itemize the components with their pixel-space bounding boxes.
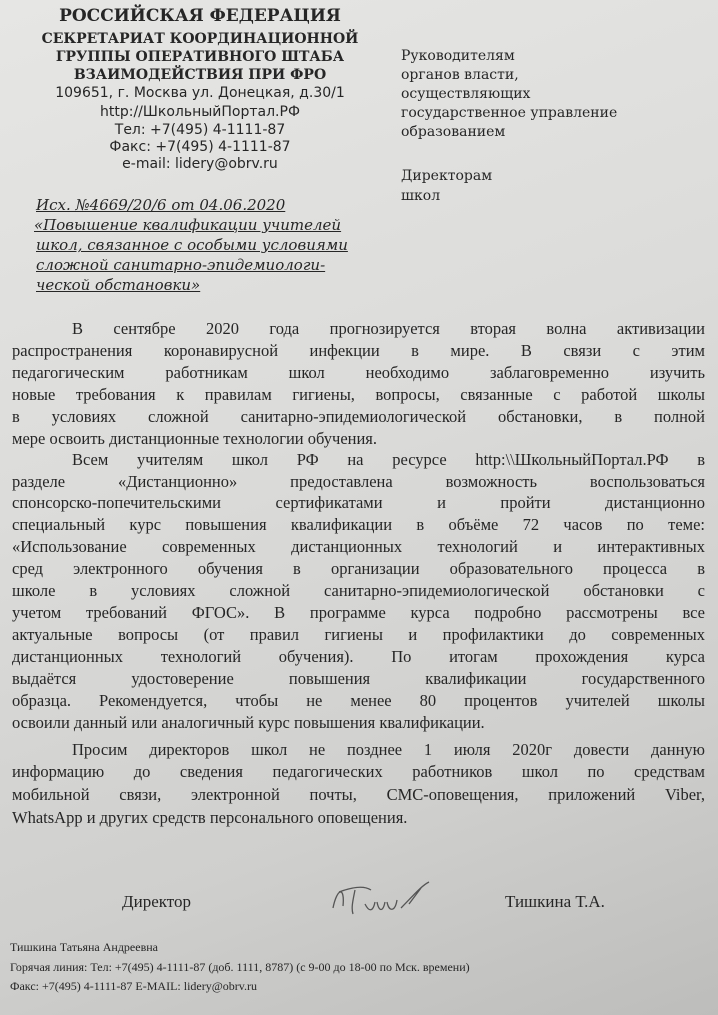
text-line: образца. Рекомендуется, чтобы не менее 80 процентов учителей школы (12, 691, 705, 710)
text-line: Просим директоров школ не позднее 1 июля 2020г довести данную (72, 740, 705, 759)
text-line: информацию до сведения педагогических работников школ по средствам (12, 762, 705, 781)
text-line: В сентябре 2020 года прогнозируется вторая волна активизации (72, 319, 705, 338)
text-line: новые требования к правилам гигиены, вопросы, связанные с работой школы (12, 385, 705, 404)
letterhead-org-line: СЕКРЕТАРИАТ КООРДИНАЦИОННОЙ (41, 31, 359, 47)
text-line: сред электронного обучения в организации образовательного процесса в (12, 559, 705, 578)
letterhead-country: РОССИЙСКАЯ ФЕДЕРАЦИЯ (59, 6, 341, 26)
text-line: в условиях сложной санитарно-эпидемиологической обстановки, в полной (12, 407, 705, 426)
text-line: мобильной связи, электронной почты, СМС-оповещения, приложений Viber, (12, 785, 705, 804)
text-line: разделе «Дистанционно» предоставлена возможность воспользоваться (12, 472, 705, 491)
fax-email: Факс: +7(495) 4-1111-87 E-MAIL: lidery@obrv.ru (10, 979, 257, 993)
text-line: спонсорско-попечительскими сертификатами и пройти дистанционно (12, 493, 705, 512)
text-line: распространения коронавирусной инфекции в мире. В связи с этим (12, 341, 705, 360)
handwritten-signature (325, 878, 435, 923)
text-line: педагогическим работникам школ необходимо заблаговременно изучить (12, 363, 705, 382)
text-line: Всем учителям школ РФ на ресурсе http:\\ШкольныйПортал.РФ в (72, 450, 705, 469)
text-line: выдаётся удостоверение повышения квалификации государственного (12, 669, 705, 688)
hotline: Горячая линия: Тел: +7(495) 4-1111-87 (доб. 1111, 8787) (с 9-00 до 18-00 по Мск. времени) (10, 960, 470, 974)
text-line: мере освоить дистанционные технологии обучения. (12, 429, 378, 448)
letterhead-org-line: ГРУППЫ ОПЕРАТИВНОГО ШТАБА (55, 49, 345, 65)
letterhead-org-line: ВЗАИМОДЕЙСТВИЯ ПРИ ФРО (73, 67, 327, 83)
letterhead-fax: Факс: +7(495) 4-1111-87 (109, 139, 291, 155)
text-line: актуальные вопросы (от правил гигиены и профилактики до современных (12, 625, 705, 644)
letterhead-phone: Тел: +7(495) 4-1111-87 (114, 122, 286, 138)
outgoing-number: Исх. №4669/20/6 от 04.06.2020 (36, 196, 286, 214)
contact-person: Тишкина Татьяна Андреевна (10, 940, 158, 954)
letterhead-address: 109651, г. Москва ул. Донецкая, д.30/1 (55, 85, 345, 101)
recipient-line: осуществляющих (401, 86, 531, 102)
recipient-line: государственное управление (401, 105, 618, 121)
recipient-line: Руководителям (401, 48, 515, 64)
subject-line: сложной санитарно-эпидемиологи- (36, 256, 326, 274)
subject-line: ческой обстановки» (36, 276, 201, 294)
recipient-line: органов власти, (401, 67, 519, 83)
signer-name: Тишкина Т.А. (505, 892, 605, 911)
subject-line: школ, связанное с особыми условиями (36, 236, 348, 254)
text-line: школе в условиях сложной санитарно-эпидемиологической обстановки с (12, 581, 705, 600)
text-line: «Использование современных дистанционных технологий и интерактивных (12, 537, 705, 556)
text-line: освоили данный или аналогичный курс повышения квалификации. (12, 713, 485, 732)
subject-line: «Повышение квалификации учителей (34, 216, 342, 234)
recipient-line: образованием (401, 124, 506, 140)
text-line: дистанционных технологий обучения). По итогам прохождения курса (12, 647, 705, 666)
signer-title: Директор (122, 892, 191, 911)
recipient-line: Директорам (401, 168, 493, 184)
recipient-line: школ (401, 188, 441, 204)
text-line: специальный курс повышения квалификации в объёме 72 часов по теме: (12, 515, 705, 534)
letterhead-website: http://ШкольныйПортал.РФ (100, 104, 300, 120)
letterhead-email: e-mail: lidery@obrv.ru (122, 156, 278, 172)
text-line: WhatsApp и других средств персонального оповещения. (12, 808, 408, 827)
text-line: учетом требований ФГОС». В программе курса подробно рассмотрены все (12, 603, 705, 622)
